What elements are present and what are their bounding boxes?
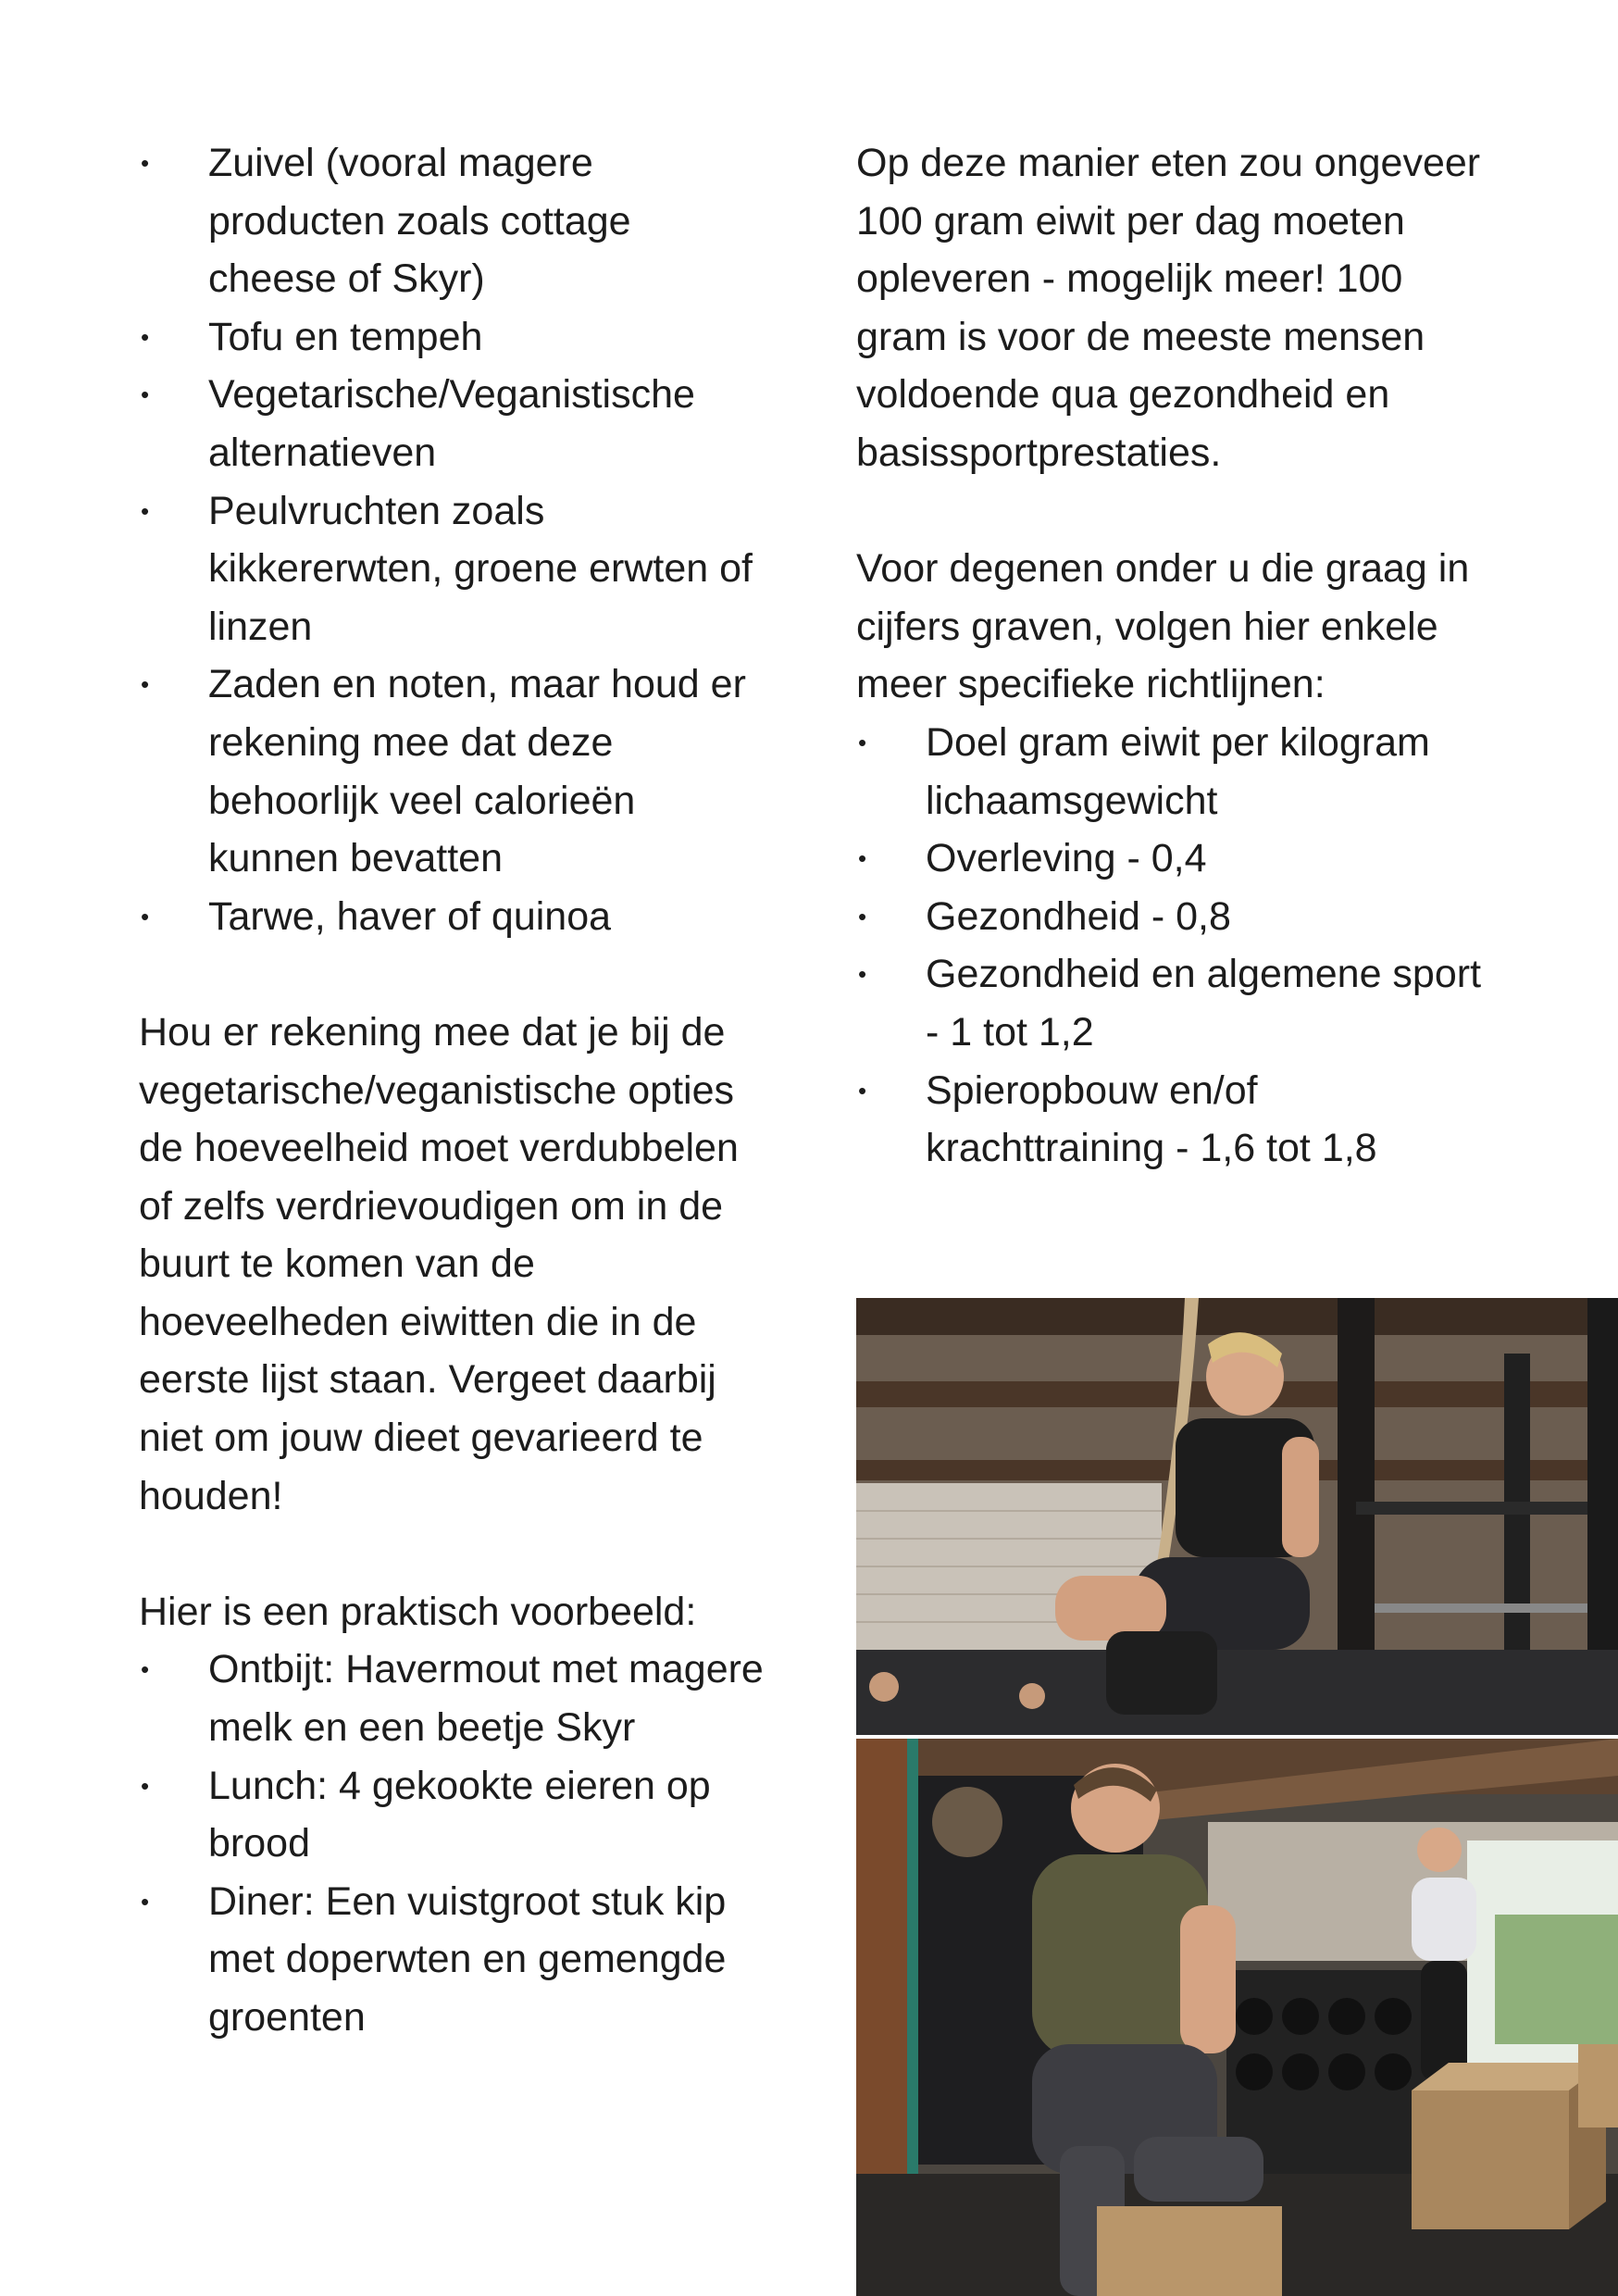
list-item: • Vegetarische/Veganistische alternatieven xyxy=(139,366,768,481)
protein-amount-paragraph: Op deze manier eten zou ongeveer 100 gram eiwit per dag moeten opleveren - mogelijk meer! 100 gram is voor de meeste mensen voldoende qua gezondheid en basissportprestaties. xyxy=(856,141,1481,475)
meal-example-list xyxy=(139,1641,768,2046)
list-item: • Gezondheid - 0,8 xyxy=(856,888,1504,946)
list-item: • Lunch: 4 gekookte eieren op brood xyxy=(139,1757,768,1873)
right-column xyxy=(856,134,1504,1178)
list-item: • Diner: Een vuistgroot stuk kip met doperwten en gemengde groenten xyxy=(139,1873,768,2047)
guidelines-intro-paragraph: Voor degenen onder u die graag in cijfers graven, volgen hier enkele meer specifieke richtlijnen: xyxy=(856,546,1470,707)
list-item: • Tofu en tempeh xyxy=(139,308,768,367)
protein-sources-list xyxy=(139,134,768,945)
left-column xyxy=(139,134,768,2047)
list-item: • Spieropbouw en/of krachttraining - 1,6 tot 1,8 xyxy=(856,1062,1504,1178)
list-item: • Zaden en noten, maar houd er rekening mee dat deze behoorlijk veel calorieën kunnen bevatten xyxy=(139,655,768,887)
spacer xyxy=(139,945,768,1004)
vegetarian-note-paragraph: Hou er rekening mee dat je bij de vegetarische/veganistische opties de hoeveelheid moet verdubbelen of zelfs verdrievoudigen om in de buurt te komen van de hoeveelheden eiwitten die in de eerste lijst staan. Vergeet daarbij niet om jouw dieet gevarieerd te houden! xyxy=(139,1009,739,1518)
guidelines-list xyxy=(856,714,1504,1178)
box-step-illustration xyxy=(856,1739,1618,2296)
rope-climb-photo xyxy=(856,1298,1618,1735)
spacer xyxy=(856,482,1504,541)
list-item: • Tarwe, haver of quinoa xyxy=(139,888,768,946)
list-item: • Doel gram eiwit per kilogram lichaamsgewicht xyxy=(856,714,1504,830)
list-item: • Zuivel (vooral magere producten zoals cottage cheese of Skyr) xyxy=(139,134,768,308)
list-item: • Gezondheid en algemene sport - 1 tot 1,2 xyxy=(856,945,1504,1061)
list-item: • Peulvruchten zoals kikkererwten, groene erwten of linzen xyxy=(139,482,768,656)
spacer xyxy=(139,1525,768,1583)
list-item: • Overleving - 0,4 xyxy=(856,830,1504,888)
box-step-photo xyxy=(856,1739,1618,2296)
list-item: • Ontbijt: Havermout met magere melk en een beetje Skyr xyxy=(139,1641,768,1756)
example-intro-paragraph: Hier is een praktisch voorbeeld: xyxy=(139,1589,697,1634)
rope-climb-illustration xyxy=(856,1298,1618,1735)
